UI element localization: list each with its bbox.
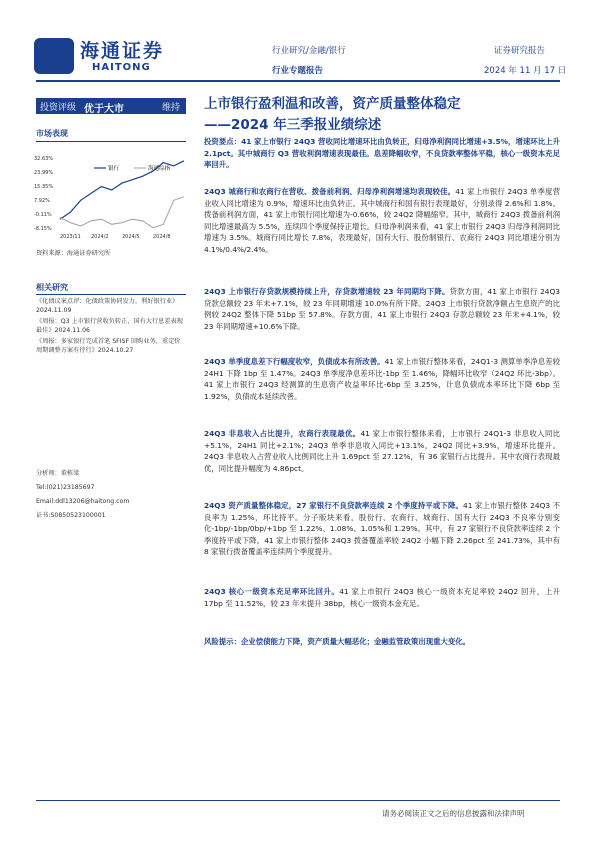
analyst-cert: 证书:S0850523100001: [36, 512, 106, 519]
bullet-6-text: 41 家上市银行 24Q3 核心一级资本充足率较 24Q2 回升，上升 17bp 至 11.52%，较 23 年末提升 38bp，核心一级资本金充足。: [204, 587, 560, 608]
bullet-4-text: 41 家上市银行整体来看，上市银行 24Q1-3 非息收入同比+5.1%，24H1 同比+2.1%；24Q3 单季非息收入同比+13.1%，24Q2 同比+3.9%，增速环比提升。24Q3 非息收入占营业收入比例同比上升 1.69pct 至 27.12%，有 36 家银行占比提升。其中农商行表现最优，同比提升幅度为 4.86pct。: [204, 429, 560, 473]
bullet-5-text: 41 家上市银行整体 24Q3 不良率为 1.25%，环比持平。分子版块来看，股份行、农商行、城商行、国有大行 24Q3 不良率分别变化-1bp/-1bp/0bp/+1bp 至 1.22%、1.08%、1.05%和 1.29%。其中，有 27 家银行不良贷款率连续 2 个季度持平或下降。41 家上市银行整体 24Q3 拨备覆盖率较 24Q2 小幅下降 2.26pct 至 241.73%，其中有 8 家银行拨备覆盖率连续两个季度提升。: [204, 501, 560, 557]
bullet-1: [204, 186, 560, 256]
report-date: 2024 年 11 月 17 日: [484, 66, 567, 76]
header-divider: [36, 80, 560, 82]
y-tick-label: 15.35%: [34, 184, 54, 190]
rating-bar: [36, 98, 186, 114]
risk-warning: 风险提示：企业偿债能力下降，资产质量大幅恶化；金融监管政策出现重大变化。: [204, 637, 471, 646]
logo-english: HAITONG: [92, 62, 151, 73]
series-line-index: [60, 197, 184, 228]
related-item[interactable]: 《周报：Q3 上市银行营收负转正，国有大行息差表现最佳》2024.11.06: [36, 318, 183, 334]
market-source: 资料来源：海通证券研究所: [36, 250, 111, 257]
related-heading: 相关研究: [36, 283, 68, 292]
x-tick-label: 2024/2: [91, 234, 109, 240]
related-divider: [36, 294, 186, 295]
x-tick-label: 2023/11: [60, 234, 81, 240]
bullet-5-title: 24Q3 资产质量整体稳定，27 家银行不良贷款率连续 2 个季度持平或下降。: [204, 501, 464, 510]
y-tick-label: 23.99%: [34, 170, 54, 176]
footer-disclaimer[interactable]: 请务必阅读正文之后的信息披露和法律声明: [382, 809, 525, 818]
rating-change: 维持: [162, 103, 181, 113]
market-heading: 市场表现: [36, 129, 68, 138]
rating-value: 优于大市: [84, 104, 124, 115]
y-tick-label: -0.11%: [34, 212, 52, 218]
y-tick-label: 7.92%: [34, 198, 50, 204]
bullet-3-text: 41 家上市银行整体来看，24Q1-3 测算单季净息差较 24H1 下降 1bp 至 1.47%。24Q3 单季度净息差环比-1bp 至 1.46%，降幅环比收窄（24Q2 环比-3bp）。41 家上市银行 24Q3 经测算的生息资产收益率环比-6bp 至 3.25%，计息负债成本率环比下降 6bp 至 1.92%，负债成本延续改善。: [204, 357, 560, 401]
bullet-6: [204, 586, 560, 609]
bullet-3-title: 24Q3 单季度息差下行幅度收窄，负债成本有所改善。: [204, 357, 385, 366]
bullet-5: [204, 500, 560, 558]
summary-text: 41 家上市银行 24Q3 营收同比增速环比由负转正，归母净利润同比增速+3.5%，增速环比上升 2.1pct。其中城商行 Q3 营收利润增速表现最佳。息差降幅收窄，不良贷款率整体平稳，核心一级资本充足率回升。: [204, 137, 560, 170]
rating-label: 投资评级: [40, 103, 77, 113]
y-tick-label: 32.63%: [34, 156, 54, 162]
related-item[interactable]: 《周报：多家银行完成首笔 SFISF 回购业务，重定价周期调整方案有待行》2024.10.27: [36, 338, 181, 354]
doc-type: 证券研究报告: [494, 46, 546, 56]
bullet-6-title: 24Q3 核心一级资本充足率环比回升。: [204, 587, 340, 596]
bullet-2: [204, 286, 560, 332]
logo-chinese: 海通证券: [80, 40, 165, 62]
bullet-4: [204, 428, 560, 474]
summary-title: 投资要点：: [204, 137, 242, 146]
market-divider: [36, 141, 186, 142]
page-title: 上市银行盈利温和改善，资产质量整体稳定: [204, 96, 461, 112]
analyst-tel: Tel:(021)23185697: [36, 484, 95, 491]
footer-divider: [36, 800, 560, 801]
x-tick-label: 2024/8: [153, 234, 171, 240]
report-type: 行业专题报告: [272, 66, 324, 76]
bullet-2-title: 24Q3 上市银行存贷款规模持续上升，存贷款增速较 23 年同期均下降。: [204, 287, 450, 296]
analyst-email[interactable]: Email:ddl13206@haitong.com: [36, 498, 130, 505]
report-category: 行业研究/金融/银行: [272, 46, 346, 56]
market-chart: [34, 150, 188, 242]
legend-label-index: 海通综指: [148, 166, 171, 172]
y-tick-label: -8.15%: [34, 226, 52, 232]
legend-label-bank: 银行: [108, 166, 120, 172]
related-item[interactable]: 《化债议案点评：化债政策协同发力，利好银行业》2024.11.09: [36, 298, 179, 314]
bullet-1-title: 24Q3 城商行和农商行在营收、拨备前利润、归母净利润增速均表现较佳。: [204, 187, 456, 196]
analyst-name: 分析师：董栋梁: [36, 470, 80, 477]
bullet-3: [204, 356, 560, 402]
x-tick-label: 2024/5: [122, 234, 140, 240]
bullet-1-text: 41 家上市银行 24Q3 单季度营业收入同比增速为 0.9%，增速环比由负转正。其中城商行和国有银行表现最好，分别录得 2.6%和 1.8%。拨备前利润方面，41 家上市银行同比增速为-0.66%，较 24Q2 降幅缩窄。其中，城商行 24Q3 拨备前利润同比增速最高为 5.5%，连续四个季度保持正增长。归母净利润来看，41 家上市银行 24Q3 归母净利润同比增速为 3.5%。城商行同比增长 7.8%，表现最好，国有大行、股份制银行、农商行 24Q3 同比增速分别为 4.1%/0.4%/2.4%。: [204, 187, 560, 254]
bullet-2-text: 贷款方面，41 家上市银行 24Q3 贷款总额较 23 年末+7.1%，较 23 年同期增速 10.0%有所下降。24Q3 上市银行贷款净额占生息资产的比例较 24Q2 整体下降 51bp 至 57.8%。存款方面，41 家上市银行 24Q3 存款总额较 23 年末+4.1%，较 23 年同期增速+10.6%下降。: [204, 287, 560, 331]
page-subtitle: ——2024 年三季报业绩综述: [204, 117, 382, 133]
bullet-4-title: 24Q3 非息收入占比提升，农商行表现最优。: [204, 429, 361, 438]
summary: [204, 136, 560, 171]
haitong-logo-icon: [34, 38, 74, 74]
